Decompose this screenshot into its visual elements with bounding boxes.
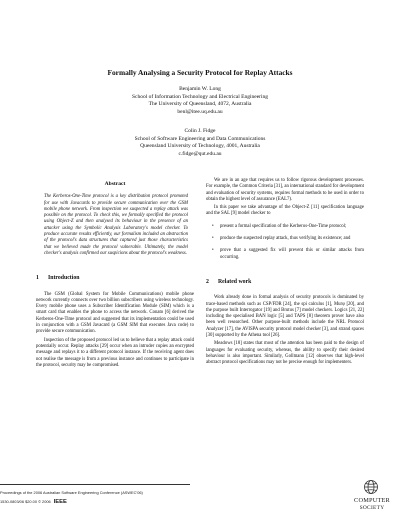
abstract-heading: Abstract	[104, 181, 126, 187]
intro-paragraph-1: The GSM (Global System for Mobile Communications) mobile phone network currently connects over two billion subscribers using wireless technology. Every mobile phone uses a Subscriber Identification Module (SIM) which is a smart card that enables the phone to access the network. Conato [6] derived the Kerberos-One-Time protocol and suggested that its implementation could be used in conjunction with a GSM Javacard (a GSM SIM that executes Java code) to provide secure communication.	[36, 291, 194, 335]
footer-proceedings: Proceedings of the 2006 Australian Software Engineering Conference (ASWEC'06)	[0, 490, 143, 495]
author-email: c.fidge@qut.edu.au	[178, 150, 222, 157]
section-heading-related-work	[206, 279, 364, 285]
intro-paragraph-3: We are in an age that requires us to follow rigorous development processes. For example, the Common Criteria [31], an international standard for development and evaluation of security systems, requires formal methods to be used in order to obtain the highest level of assurance (EAL7).	[206, 178, 364, 202]
footer-copyright	[0, 498, 143, 507]
section-number: 1	[36, 275, 39, 282]
related-paragraph-1: Work already done in formal analysis of security protocols is dominated by trace-based methods such as CSP/FDR [24], the spi calculus [1], Murφ [20], and the purpose built Interrogator [19] and Brutus [7] model checkers. Logics [21, 22] including the specialised BAN logic [5] and TAPS [8] theorem prover have also been well researched. Other purpose-built methods include the NRL Protocol Analyzer [17], the AVISPA security protocol model checker [3], and strand spaces [30] supported by the Athena tool [26].	[206, 295, 364, 339]
ieee-logo: IEEE	[53, 498, 67, 505]
list-item: • produce the suspected replay attack, thus verifying its existence; and	[212, 236, 351, 242]
intro-paragraph-4: In this paper we take advantage of the Object-Z [11] specification language and the SAL [9] model checker to	[206, 205, 364, 217]
author-school: School of Software Engineering and Data Communications	[134, 135, 266, 142]
footer-isbn: 1530-0803/06 $20.00 © 2006	[0, 498, 51, 504]
author-school: School of Information Technology and Electrical Engineering	[131, 93, 269, 100]
section-title: Related work	[218, 278, 252, 285]
right-column	[206, 178, 364, 369]
contribution-list	[206, 224, 364, 261]
section-heading-introduction	[36, 275, 194, 281]
list-item: • prove that a suggested fix will prevent this or similar attacks from occurring.	[212, 248, 364, 260]
author-block-2	[0, 128, 400, 158]
author-name: Benjamin W. Long	[179, 86, 221, 92]
section-number: 2	[206, 278, 209, 285]
section-title: Introduction	[48, 275, 80, 282]
logo-word-computer: COMPUTER	[354, 497, 390, 504]
footer-divider	[0, 484, 190, 485]
intro-paragraph-2: Inspection of the proposed protocol led us to believe that a replay attack could potentially occur. Replay attacks [29] occur when an intruder copies an encrypted message and replays it to a different protocol instance. If the receiving agent does not realise the message is from a previous instance and continues to participate in the protocol, security may be compromised.	[36, 337, 194, 368]
author-institution: Queensland University of Technology, 4001, Australia	[140, 143, 260, 150]
bullet-icon: •	[212, 236, 214, 242]
author-name: Colin J. Fidge	[184, 128, 216, 134]
list-item: • present a formal specification of the Kerberos-One-Time protocol;	[212, 223, 347, 229]
paper-title: Formally Analysing a Security Protocol for Replay Attacks	[107, 68, 293, 77]
author-email: benl@itee.uq.edu.au	[177, 108, 223, 115]
related-paragraph-2: Meadows [18] states that most of the attention has been paid to the design of languages for evaluating security, whereas, the ability to specify their desired behaviour is also important. Similarly, Gollmann [12] observes that high-level abstract protocol specifications may not be precise enough for implementers.	[206, 341, 364, 366]
left-column	[36, 178, 194, 371]
author-block-1	[0, 86, 400, 116]
bullet-icon: •	[212, 248, 214, 254]
author-institution: The University of Queensland, 4072, Australia	[148, 101, 252, 108]
bullet-icon: •	[212, 223, 214, 229]
logo-word-society: SOCIETY	[359, 505, 385, 511]
abstract-text: The Kerberos-One-Time protocol is a key distribution protocol promoted for use with Javacards to provide secure communication over the GSM mobile phone network. From inspection we suspected a replay attack was possible on the protocol. To check this, we formally specified the protocol using Object-Z and then analysed its behaviour in the presence of an attacker using the Symbolic Analysis Laboratory's model checker. To produce accurate results efficiently, our formalism included an abstraction of the protocol's data structures that captured just those characteristics that we believed made the protocol vulnerable. Ultimately, the model checker's analysis confirmed our suspicions about the protocol's weakness.	[44, 194, 188, 256]
footer	[0, 489, 143, 506]
